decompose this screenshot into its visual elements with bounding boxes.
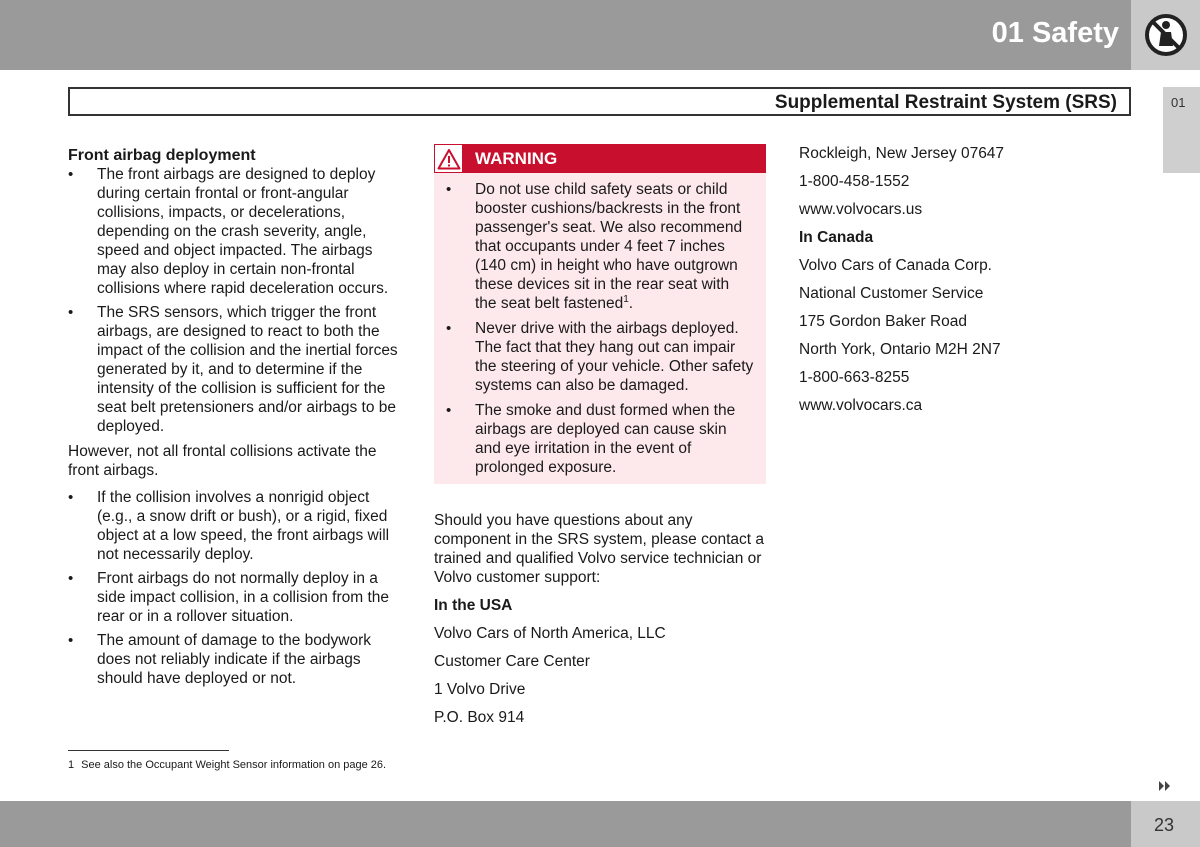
page-number: 23 [1154, 815, 1175, 835]
address-line: 175 Gordon Baker Road [799, 313, 968, 330]
chapter-tab-label: 01 [1171, 95, 1186, 110]
front-airbag-heading: Front airbag deployment [68, 147, 256, 164]
phone-line: 1-800-663-8255 [799, 369, 910, 386]
footnote [68, 759, 386, 771]
list-item: • The smoke and dust formed when the airbags are deployed can cause skin and eye irritation in the event of prolonged exposure. [446, 401, 754, 477]
chapter-header-bar [0, 0, 1131, 70]
column-2 [434, 144, 766, 727]
deployment-bullets-b [68, 488, 402, 688]
list-item: • Never drive with the airbags deployed. The fact that they hang out can impair the steering of your vehicle. Other safety systems can also be damaged. [446, 319, 754, 395]
warning-icon-wrap [434, 144, 463, 173]
column-3 [799, 144, 1129, 415]
phone-line: 1-800-458-1552 [799, 173, 910, 190]
list-item: • If the collision involves a nonrigid object (e.g., a snow drift or bush), or a rigid, fixed object at a low speed, the front airbags will not necessarily deploy. [68, 488, 402, 564]
footnote-rule [68, 750, 229, 751]
usa-label: In the USA [434, 597, 513, 614]
deployment-bullets-a [68, 165, 402, 436]
address-line: 1 Volvo Drive [434, 681, 526, 698]
section-title: Supplemental Restraint System (SRS) [774, 92, 1117, 113]
double-arrow-right-icon [1158, 780, 1172, 792]
warning-header [434, 144, 766, 173]
contact-paragraph: Should you have questions about any component in the SRS system, please contact a trained and qualified Volvo service technician or Volvo customer support: [434, 512, 764, 586]
seatbelt-warning-icon [1144, 13, 1188, 57]
list-item [446, 180, 754, 313]
list-item: • The SRS sensors, which trigger the front airbags, are designed to react to both the impact of the collision and the inertial forces generated by it, and to determine if the intensity of the collision is sufficient for the seat belt pretensioners and/or airbags to be deployed. [68, 303, 402, 436]
footnote-ref: 1 [623, 293, 629, 305]
warning-label: WARNING [475, 149, 558, 168]
website-line: www.volvocars.us [799, 201, 923, 218]
address-line: Rockleigh, New Jersey 07647 [799, 145, 1005, 162]
section-title-box [68, 87, 1131, 116]
address-line: National Customer Service [799, 285, 984, 302]
page-number-box [1131, 801, 1200, 847]
column-1 [68, 146, 402, 693]
footnote-text: See also the Occupant Weight Sensor information on page 26. [81, 759, 387, 771]
list-item: • The front airbags are designed to deploy during certain frontal or front-angular collisions, impacts, or decelerations, depending on the crash severity, angle, speed and object impacted. The airbags may also deploy in certain non-frontal collisions where rapid deceleration occurs. [68, 165, 402, 298]
chapter-icon-box [1131, 0, 1200, 70]
chapter-title: 01 Safety [991, 17, 1119, 49]
warning-triangle-icon [437, 148, 461, 170]
list-item: • The amount of damage to the bodywork does not reliably indicate if the airbags should have deployed or not. [68, 631, 402, 688]
address-line: North York, Ontario M2H 2N7 [799, 341, 1001, 358]
address-line: P.O. Box 914 [434, 709, 525, 726]
footnote-number: 1 [68, 759, 75, 771]
canada-label: In Canada [799, 229, 874, 246]
warning-bullets [434, 173, 766, 484]
address-line: Customer Care Center [434, 653, 590, 670]
warning-bullet-1-end: . [628, 295, 634, 312]
address-line: Volvo Cars of North America, LLC [434, 625, 666, 642]
website-line: www.volvocars.ca [799, 397, 923, 414]
chapter-tab [1163, 87, 1200, 173]
warning-bullet-1-text: Do not use child safety seats or child booster cushions/backrests in the front passenger's seat. We also recommend that occupants under 4 feet 7 inches (140 cm) in height who have outgrown these devices sit in the rear seat with the seat belt fastened [475, 181, 743, 312]
warning-box [434, 144, 766, 484]
not-all-collisions-paragraph: However, not all frontal collisions activate the front airbags. [68, 443, 377, 479]
address-line: Volvo Cars of Canada Corp. [799, 257, 992, 274]
list-item: • Front airbags do not normally deploy in a side impact collision, in a collision from the rear or in a rollover situation. [68, 569, 402, 626]
footer-bar [0, 801, 1131, 847]
